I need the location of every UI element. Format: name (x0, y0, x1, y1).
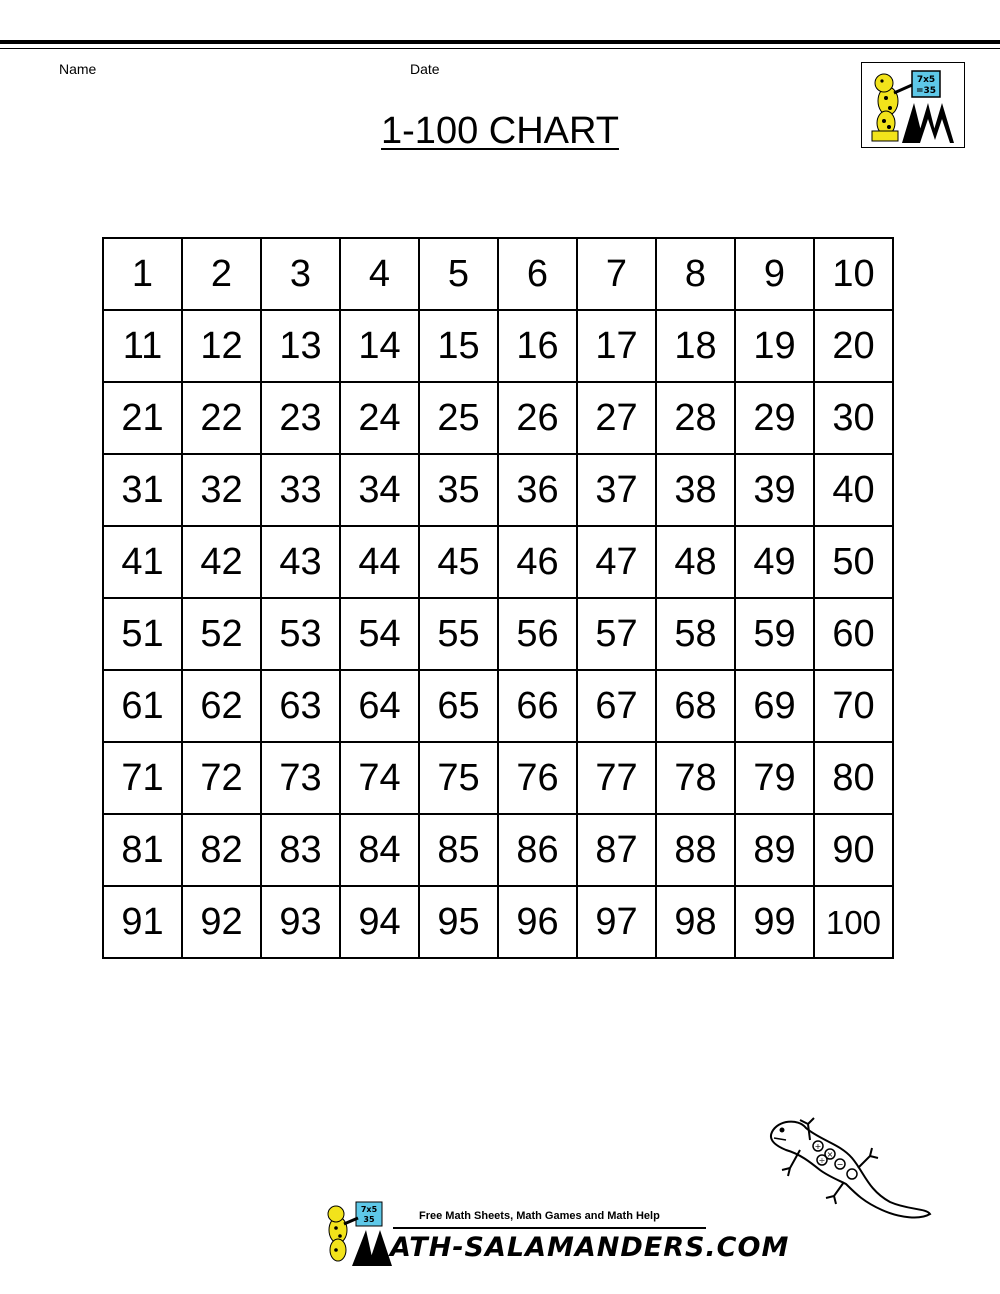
number-grid (102, 237, 894, 959)
number-cell: 29 (736, 383, 815, 455)
number-cell: 53 (262, 599, 341, 671)
top-rule-thin (0, 48, 1000, 49)
number-cell: 47 (578, 527, 657, 599)
number-cell: 93 (262, 887, 341, 959)
number-cell: 76 (499, 743, 578, 815)
number-cell: 38 (657, 455, 736, 527)
number-cell: 80 (815, 743, 894, 815)
number-cell: 94 (341, 887, 420, 959)
number-cell: 7 (578, 239, 657, 311)
number-cell: 92 (183, 887, 262, 959)
number-cell: 8 (657, 239, 736, 311)
svg-text:×: × (826, 1150, 834, 1159)
number-cell: 81 (104, 815, 183, 887)
number-cell: 21 (104, 383, 183, 455)
number-cell: 4 (341, 239, 420, 311)
logo-board-line1: 7x5 (916, 75, 936, 85)
number-cell: 57 (578, 599, 657, 671)
number-cell: 25 (420, 383, 499, 455)
name-label: Name (59, 61, 97, 77)
number-cell: 58 (657, 599, 736, 671)
number-cell: 23 (262, 383, 341, 455)
number-cell: 85 (420, 815, 499, 887)
footer-board-line1: 7x5 (360, 1205, 378, 1214)
number-cell: 36 (499, 455, 578, 527)
number-cell: 62 (183, 671, 262, 743)
number-cell: 35 (420, 455, 499, 527)
number-cell: 86 (499, 815, 578, 887)
footer-tagline: Free Math Sheets, Math Games and Math Help (419, 1210, 660, 1222)
number-cell: 14 (341, 311, 420, 383)
number-cell: 10 (815, 239, 894, 311)
footer-rule (393, 1227, 706, 1229)
number-cell: 49 (736, 527, 815, 599)
number-cell: 50 (815, 527, 894, 599)
number-cell: 89 (736, 815, 815, 887)
number-cell: 17 (578, 311, 657, 383)
number-cell: 56 (499, 599, 578, 671)
number-cell: 28 (657, 383, 736, 455)
number-cell: 60 (815, 599, 894, 671)
number-cell: 48 (657, 527, 736, 599)
number-cell: 73 (262, 743, 341, 815)
number-cell: 16 (499, 311, 578, 383)
footer-site-name[interactable]: ATH-SALAMANDERS.COM (390, 1232, 790, 1263)
number-cell: 26 (499, 383, 578, 455)
number-cell: 1 (104, 239, 183, 311)
number-cell: 100 (815, 887, 894, 959)
number-cell: 15 (420, 311, 499, 383)
number-cell: 96 (499, 887, 578, 959)
number-cell: 91 (104, 887, 183, 959)
number-cell: 32 (183, 455, 262, 527)
number-cell: 61 (104, 671, 183, 743)
svg-text:−: − (836, 1160, 844, 1169)
number-cell: 20 (815, 311, 894, 383)
number-cell: 88 (657, 815, 736, 887)
number-cell: 22 (183, 383, 262, 455)
number-cell: 51 (104, 599, 183, 671)
number-cell: 69 (736, 671, 815, 743)
number-cell: 59 (736, 599, 815, 671)
salamander-teacher-logo-icon (861, 62, 965, 148)
number-cell: 77 (578, 743, 657, 815)
top-rule-thick (0, 40, 1000, 44)
date-label: Date (410, 61, 440, 77)
number-cell: 37 (578, 455, 657, 527)
number-cell: 90 (815, 815, 894, 887)
number-cell: 45 (420, 527, 499, 599)
number-cell: 24 (341, 383, 420, 455)
number-cell: 46 (499, 527, 578, 599)
number-cell: 83 (262, 815, 341, 887)
number-cell: 31 (104, 455, 183, 527)
number-cell: 54 (341, 599, 420, 671)
number-cell: 99 (736, 887, 815, 959)
number-cell: 2 (183, 239, 262, 311)
number-cell: 52 (183, 599, 262, 671)
svg-text:+: + (814, 1142, 822, 1151)
footer-board-line2: 35 (363, 1215, 375, 1224)
number-cell: 72 (183, 743, 262, 815)
number-cell: 55 (420, 599, 499, 671)
number-cell: 74 (341, 743, 420, 815)
number-cell: 44 (341, 527, 420, 599)
number-cell: 66 (499, 671, 578, 743)
number-cell: 65 (420, 671, 499, 743)
number-cell: 13 (262, 311, 341, 383)
number-cell: 79 (736, 743, 815, 815)
number-cell: 5 (420, 239, 499, 311)
number-cell: 9 (736, 239, 815, 311)
number-cell: 78 (657, 743, 736, 815)
svg-text:÷: ÷ (818, 1156, 826, 1165)
number-cell: 40 (815, 455, 894, 527)
number-cell: 64 (341, 671, 420, 743)
number-cell: 41 (104, 527, 183, 599)
number-cell: 27 (578, 383, 657, 455)
number-cell: 68 (657, 671, 736, 743)
number-cell: 30 (815, 383, 894, 455)
number-cell: 43 (262, 527, 341, 599)
footer-logo-icon (322, 1200, 394, 1268)
number-cell: 63 (262, 671, 341, 743)
number-cell: 34 (341, 455, 420, 527)
number-cell: 97 (578, 887, 657, 959)
number-cell: 6 (499, 239, 578, 311)
number-cell: 19 (736, 311, 815, 383)
number-cell: 67 (578, 671, 657, 743)
number-cell: 95 (420, 887, 499, 959)
number-cell: 98 (657, 887, 736, 959)
number-cell: 87 (578, 815, 657, 887)
salamander-drawing-icon (760, 1110, 940, 1230)
logo-board-line2: =35 (915, 86, 937, 96)
number-cell: 70 (815, 671, 894, 743)
number-cell: 84 (341, 815, 420, 887)
number-cell: 75 (420, 743, 499, 815)
page-title: 1-100 CHART (381, 110, 619, 152)
number-cell: 82 (183, 815, 262, 887)
number-cell: 3 (262, 239, 341, 311)
number-cell: 71 (104, 743, 183, 815)
number-cell: 11 (104, 311, 183, 383)
number-cell: 42 (183, 527, 262, 599)
number-cell: 39 (736, 455, 815, 527)
number-cell: 18 (657, 311, 736, 383)
number-cell: 33 (262, 455, 341, 527)
number-cell: 12 (183, 311, 262, 383)
